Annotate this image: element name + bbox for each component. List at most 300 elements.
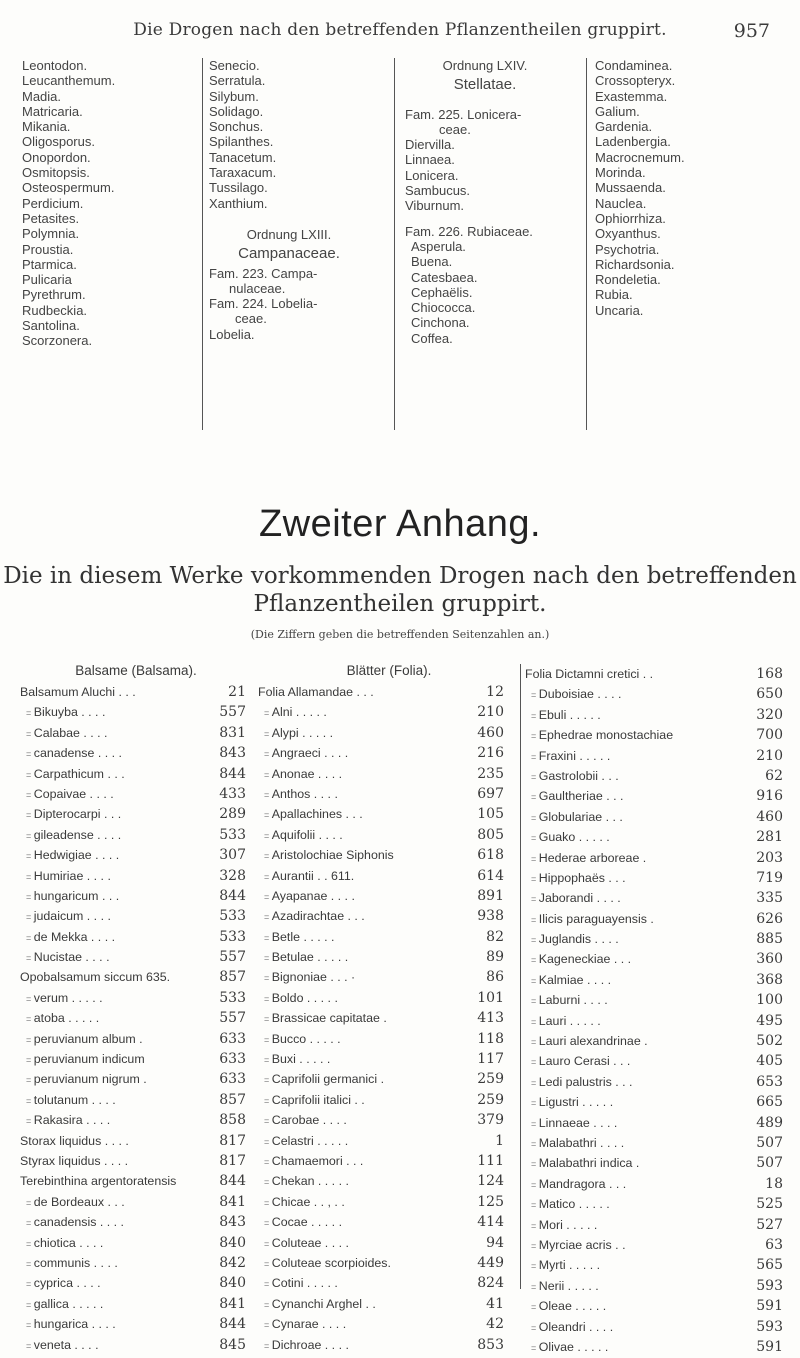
page-ref: 42 — [486, 1316, 504, 1333]
drug-name: = canadense . . . . — [26, 743, 122, 764]
genus-name: Viburnum. — [405, 198, 465, 214]
page-ref: 841 — [219, 1295, 246, 1312]
drug-name: = Aquifolii . . . . — [264, 825, 343, 846]
genus-name: Oligosporus. — [22, 134, 95, 150]
index-row — [258, 1131, 520, 1151]
genus-name: Leontodon. — [22, 58, 88, 73]
drug-name: = Lauri . . . . . — [531, 1011, 601, 1032]
index-row — [258, 1049, 520, 1069]
drug-name: = peruvianum album . — [26, 1029, 143, 1050]
drug-name: = chiotica . . . . — [26, 1233, 103, 1254]
drug-name: Folia Allamandae . . . — [258, 685, 374, 699]
index-row — [258, 1008, 520, 1028]
drug-name: = Juglandis . . . . — [531, 929, 619, 950]
drug-name: = Cocae . . . . . — [264, 1212, 342, 1233]
page-ref: 125 — [477, 1193, 504, 1210]
index-row — [258, 1171, 520, 1191]
drug-name: = Chicae . . , . . — [264, 1192, 345, 1213]
drug-name: = Angraeci . . . . — [264, 743, 348, 764]
column-heading: Blätter (Folia). — [346, 663, 432, 678]
page-ref: 507 — [756, 1155, 783, 1172]
index-row — [20, 682, 252, 702]
page-ref: 360 — [756, 951, 783, 968]
genus-name: Mikania. — [22, 119, 71, 135]
index-row — [525, 1215, 787, 1235]
page-ref: 633 — [219, 1030, 246, 1047]
drug-name: = Caprifolii germanici . — [264, 1069, 384, 1090]
drug-name: = Cotini . . . . . — [264, 1273, 338, 1294]
balsame-column — [20, 660, 252, 1355]
page-ref: 817 — [219, 1132, 246, 1149]
index-row — [20, 1233, 252, 1253]
genus-column-3 — [394, 58, 595, 430]
drug-name: = Lauri alexandrinae . — [531, 1031, 648, 1052]
page-ref: 63 — [765, 1236, 783, 1253]
page-ref: 507 — [756, 1134, 783, 1151]
genus-name: Lobelia. — [209, 326, 255, 342]
genus-name: Pyrethrum. — [22, 287, 86, 303]
page-ref: 533 — [219, 989, 246, 1006]
page-ref: 591 — [756, 1298, 783, 1315]
drug-name: = Ayapanae . . . . — [264, 886, 355, 907]
index-row — [525, 1194, 787, 1214]
index-row — [20, 1314, 252, 1334]
drug-name: = Globulariae . . . — [531, 807, 623, 828]
drug-name: = hungarica . . . . — [26, 1314, 116, 1335]
genus-name: Mussaenda. — [595, 180, 666, 196]
drug-name: = Ligustri . . . . . — [531, 1092, 613, 1113]
index-row — [525, 929, 787, 949]
drug-name: = Rakasira . . . . — [26, 1110, 110, 1131]
genus-name: Diervilla. — [405, 137, 455, 153]
genus-name: Nauclea. — [595, 195, 647, 211]
genus-name: Matricaria. — [22, 103, 83, 119]
drug-name: = veneta . . . . — [26, 1335, 99, 1356]
index-row — [525, 786, 787, 806]
drug-name: = Carobae . . . . — [264, 1110, 347, 1131]
page-ref: 844 — [219, 765, 246, 782]
page-ref: 840 — [219, 1275, 246, 1292]
drug-name: = Humiriae . . . . — [26, 866, 111, 887]
page-ref: 502 — [756, 1033, 783, 1050]
drug-name: = Hippophaës . . . — [531, 868, 626, 889]
index-row — [258, 1110, 520, 1130]
drug-name: = Betulae . . . . . — [264, 947, 348, 968]
index-row — [525, 827, 787, 847]
page-ref: 105 — [477, 806, 504, 823]
subtitle-line-1: Die in diesem Werke vorkommenden Drogen nach den betreffenden — [3, 563, 797, 589]
page-ref: 700 — [756, 727, 783, 744]
family-entry: Fam. 226. Rubiaceae. — [405, 223, 533, 239]
drug-name: Styrax liquidus . . . . — [20, 1153, 129, 1168]
page-ref: 533 — [219, 826, 246, 843]
index-row — [20, 1294, 252, 1314]
drug-name: = Anonae . . . . — [264, 764, 342, 785]
page-ref: 557 — [219, 949, 246, 966]
genus-name: Lonicera. — [405, 167, 459, 183]
page-ref: 289 — [219, 806, 246, 823]
drug-name: = Bucco . . . . . — [264, 1029, 341, 1050]
drug-name: = Malabathri . . . . — [531, 1133, 624, 1154]
genus-name: Spilanthes. — [209, 134, 274, 150]
page-ref: 259 — [477, 1071, 504, 1088]
index-row — [525, 1133, 787, 1153]
page-ref: 626 — [756, 910, 783, 927]
page-header — [0, 20, 800, 50]
drug-name: = canadensis . . . . — [26, 1212, 124, 1233]
genus-name: Polymnia. — [22, 226, 80, 242]
drug-name: = cyprica . . . . — [26, 1273, 101, 1294]
drug-name: = hungaricum . . . — [26, 886, 119, 907]
page-ref: 203 — [756, 849, 783, 866]
drug-name: = Copaivae . . . . — [26, 784, 114, 805]
page-ref: 18 — [765, 1175, 783, 1192]
genus-name: Ophiorrhiza. — [595, 210, 666, 226]
drug-name: = Linnaeae . . . . — [531, 1113, 617, 1134]
index-row — [258, 1090, 520, 1110]
index-row — [258, 825, 520, 845]
genus-list-section — [22, 58, 782, 438]
index-row — [525, 1255, 787, 1275]
index-row — [258, 947, 520, 967]
drug-name: = Fraxini . . . . . — [531, 746, 610, 767]
genus-name: Buena. — [411, 254, 453, 270]
genus-name: Osmitopsis. — [22, 165, 90, 181]
index-row — [20, 804, 252, 824]
page-ref: 844 — [219, 1173, 246, 1190]
index-row — [258, 906, 520, 926]
page-ref: 633 — [219, 1071, 246, 1088]
index-row — [20, 764, 252, 784]
index-row — [258, 1253, 520, 1273]
genus-name: Serratula. — [209, 73, 266, 89]
page-ref: 557 — [219, 1010, 246, 1027]
page-ref: 817 — [219, 1152, 246, 1169]
drug-name: = Lauro Cerasi . . . — [531, 1051, 630, 1072]
appendix-title: Zweiter Anhang. — [258, 503, 542, 545]
drug-name: = Boldo . . . . . — [264, 988, 338, 1009]
page-ref: 719 — [756, 869, 783, 886]
page-ref: 916 — [756, 788, 783, 805]
drug-name: = Myrciae acris . . — [531, 1235, 626, 1256]
page-ref: 618 — [477, 847, 504, 864]
page-ref: 842 — [219, 1254, 246, 1271]
genus-name: Catesbaea. — [411, 269, 478, 285]
drug-name: = Mori . . . . . — [531, 1215, 597, 1236]
page-ref: 533 — [219, 928, 246, 945]
subtitle-line-2: Pflanzentheilen gruppirt. — [253, 591, 547, 617]
genus-name: Gardenia. — [595, 119, 653, 135]
index-row — [20, 1192, 252, 1212]
page-ref: 805 — [477, 826, 504, 843]
genus-column-1 — [22, 58, 177, 349]
index-row — [525, 1092, 787, 1112]
drug-name: Folia Dictamni cretici . . — [525, 667, 654, 681]
drug-name: = Dipterocarpi . . . — [26, 804, 121, 825]
drug-name: = Buxi . . . . . — [264, 1049, 330, 1070]
index-row — [525, 1031, 787, 1051]
family-heading: Stellatae. — [453, 76, 517, 94]
page-ref: 449 — [477, 1254, 504, 1271]
drug-name: = Brassicae capitatae . — [264, 1008, 387, 1029]
drug-name: = gallica . . . . . — [26, 1294, 103, 1315]
index-row — [20, 845, 252, 865]
page-ref: 650 — [756, 686, 783, 703]
page-ref: 124 — [477, 1173, 504, 1190]
index-row — [20, 1212, 252, 1232]
index-row — [20, 1110, 252, 1130]
drug-name: = Ephedrae monostachiae — [531, 725, 673, 746]
genus-name: Silybum. — [209, 88, 259, 104]
drug-name: = Guako . . . . . — [531, 827, 610, 848]
genus-name: Rubia. — [595, 287, 633, 303]
page-ref: 831 — [219, 724, 246, 741]
page-ref: 633 — [219, 1051, 246, 1068]
page-ref: 100 — [756, 992, 783, 1009]
drug-name: Balsamum Aluchi . . . — [20, 685, 136, 699]
genus-name: Santolina. — [22, 318, 80, 334]
page-ref: 565 — [756, 1257, 783, 1274]
index-row — [258, 927, 520, 947]
drug-name: = Mandragora . . . — [531, 1174, 626, 1195]
genus-name: Onopordon. — [22, 149, 91, 165]
genus-column-2 — [202, 58, 399, 430]
drug-name: = verum . . . . . — [26, 988, 103, 1009]
index-row — [20, 1069, 252, 1089]
page-ref: 320 — [756, 706, 783, 723]
index-row — [525, 1235, 787, 1255]
genus-name: Psychotria. — [595, 241, 660, 257]
page-ref: 210 — [756, 747, 783, 764]
drug-name: = Matico . . . . . — [531, 1194, 610, 1215]
family-entry-cont: ceae. — [235, 311, 267, 327]
drug-name: = Oleandri . . . . — [531, 1317, 613, 1338]
page-ref: 591 — [756, 1338, 783, 1355]
family-entry: Fam. 225. Lonicera- — [405, 106, 522, 122]
page-ref: 495 — [756, 1012, 783, 1029]
page-ref: 82 — [486, 928, 504, 945]
genus-name: Tanacetum. — [209, 149, 277, 165]
drug-name: = Anthos . . . . — [264, 784, 338, 805]
drug-name: = Azadirachtae . . . — [264, 906, 365, 927]
drug-name: = Coluteae scorpioides. — [264, 1253, 391, 1274]
drug-name: = Betle . . . . . — [264, 927, 334, 948]
drug-name: = Bignoniae . . . · — [264, 967, 355, 988]
index-row — [525, 1113, 787, 1133]
index-row — [20, 947, 252, 967]
genus-name: Exastemma. — [595, 88, 668, 104]
page-ref: 89 — [486, 949, 504, 966]
page-ref: 62 — [765, 767, 783, 784]
index-row — [258, 764, 520, 784]
index-row — [258, 988, 520, 1008]
drug-name: = Coluteae . . . . — [264, 1233, 349, 1254]
index-row — [258, 866, 520, 886]
page-ref: 335 — [756, 890, 783, 907]
column-heading: Balsame (Balsama). — [75, 663, 197, 678]
page-ref: 21 — [228, 684, 246, 700]
genus-name: Cinchona. — [411, 315, 470, 331]
index-row — [20, 825, 252, 845]
drug-name: = Bikuyba . . . . — [26, 702, 105, 723]
drug-name: = de Bordeaux . . . — [26, 1192, 125, 1213]
index-row — [258, 784, 520, 804]
drug-name: = Jaborandi . . . . — [531, 888, 621, 909]
index-row — [258, 1212, 520, 1232]
page-ref: 489 — [756, 1114, 783, 1131]
page-ref: 593 — [756, 1318, 783, 1335]
index-row — [525, 1337, 787, 1357]
index-row — [525, 746, 787, 766]
drug-name: = peruvianum nigrum . — [26, 1069, 147, 1090]
index-row — [525, 1051, 787, 1071]
index-row — [20, 967, 252, 987]
index-row — [258, 1273, 520, 1293]
page-ref: 281 — [756, 829, 783, 846]
page-ref: 885 — [756, 931, 783, 948]
index-row — [525, 1317, 787, 1337]
page-ref: 111 — [477, 1152, 504, 1169]
drug-name: = gileadense . . . . — [26, 825, 121, 846]
drug-name: = Aurantii . . 611. — [264, 866, 354, 887]
drug-name: = communis . . . . — [26, 1253, 118, 1274]
page-ref: 328 — [219, 867, 246, 884]
genus-name: Rudbeckia. — [22, 302, 88, 318]
genus-name: Senecio. — [209, 58, 260, 73]
genus-name: Perdicium. — [22, 195, 84, 211]
page-ref: 117 — [477, 1051, 504, 1068]
family-entry-cont: nulaceae. — [229, 280, 286, 296]
index-row — [20, 927, 252, 947]
page-ref: 844 — [219, 887, 246, 904]
drug-name: = Apallachines . . . — [264, 804, 363, 825]
page-ref: 86 — [486, 969, 504, 986]
index-row — [258, 845, 520, 865]
page-ref: 460 — [756, 808, 783, 825]
drug-name: = Laburni . . . . — [531, 990, 608, 1011]
drug-name: = Kalmiae . . . . — [531, 970, 611, 991]
index-row — [258, 723, 520, 743]
index-row — [525, 1174, 787, 1194]
index-row — [525, 848, 787, 868]
page-ref: 593 — [756, 1277, 783, 1294]
genus-name: Scorzonera. — [22, 333, 93, 349]
drug-name: = Chekan . . . . . — [264, 1171, 349, 1192]
index-row — [258, 1233, 520, 1253]
index-row — [20, 723, 252, 743]
drug-name: = Ledi palustris . . . — [531, 1072, 632, 1093]
drug-name: = peruvianum indicum — [26, 1049, 145, 1070]
page-ref: 840 — [219, 1234, 246, 1251]
index-row — [20, 784, 252, 804]
index-row — [525, 1276, 787, 1296]
page-ref: 259 — [477, 1091, 504, 1108]
page-ref: 841 — [219, 1193, 246, 1210]
page-ref: 857 — [219, 1091, 246, 1108]
index-row — [525, 807, 787, 827]
drug-name: = Oleae . . . . . — [531, 1296, 606, 1317]
page-ref: 824 — [477, 1275, 504, 1292]
index-row — [525, 1011, 787, 1031]
index-row — [20, 988, 252, 1008]
index-row — [525, 990, 787, 1010]
drug-name: = Nerii . . . . . — [531, 1276, 599, 1297]
page-ref: 525 — [756, 1196, 783, 1213]
index-row — [20, 743, 252, 763]
index-row — [20, 702, 252, 722]
drug-name: = de Mekka . . . . — [26, 927, 115, 948]
index-row — [525, 664, 787, 684]
page-ref: 210 — [477, 704, 504, 721]
family-entry: Fam. 223. Campa- — [209, 265, 318, 281]
drug-name: = Alypi . . . . . — [264, 723, 333, 744]
drug-name: = Cynanchi Arghel . . — [264, 1294, 376, 1315]
genus-name: Sambucus. — [405, 183, 471, 199]
page-ref: 405 — [756, 1053, 783, 1070]
drug-name: = atoba . . . . . — [26, 1008, 99, 1029]
page-ref: 368 — [756, 971, 783, 988]
page-ref: 433 — [219, 785, 246, 802]
page-ref: 12 — [486, 684, 504, 700]
genus-name: Uncaria. — [595, 302, 644, 318]
page-ref: 1 — [495, 1132, 504, 1149]
index-row — [525, 970, 787, 990]
genus-column-4 — [586, 58, 785, 430]
page-ref: 853 — [477, 1336, 504, 1353]
drug-name: = tolutanum . . . . — [26, 1090, 116, 1111]
drug-name: = Cynarae . . . . — [264, 1314, 346, 1335]
index-row — [525, 868, 787, 888]
genus-name: Xanthium. — [209, 195, 268, 211]
genus-name: Solidago. — [209, 103, 264, 119]
drug-name: Storax liquidus . . . . — [20, 1133, 129, 1148]
genus-name: Coffea. — [411, 330, 453, 346]
drug-name: = Kageneckiae . . . — [531, 949, 631, 970]
index-row — [20, 906, 252, 926]
drug-name: = Alni . . . . . — [264, 702, 327, 723]
index-row — [525, 909, 787, 929]
index-row — [525, 705, 787, 725]
page-ref: 216 — [477, 745, 504, 762]
genus-name: Galium. — [595, 103, 640, 119]
page-ref: 413 — [477, 1010, 504, 1027]
page-number: 957 — [733, 20, 770, 42]
appendix-subtitle — [0, 562, 800, 618]
index-row — [258, 1294, 520, 1314]
index-row — [258, 1314, 520, 1334]
genus-name: Crossopteryx. — [595, 73, 676, 89]
drug-name: = Caprifolii italici . . — [264, 1090, 365, 1111]
index-row — [525, 1296, 787, 1316]
page-ref: 697 — [477, 785, 504, 802]
genus-name: Petasites. — [22, 210, 80, 226]
index-row — [525, 888, 787, 908]
drug-name: = judaicum . . . . — [26, 906, 111, 927]
page-ref: 118 — [477, 1030, 504, 1047]
drug-name: = Aristolochiae Siphonis — [264, 845, 394, 866]
index-row — [20, 1171, 252, 1191]
page-ref: 843 — [219, 745, 246, 762]
drug-name: = Ilicis paraguayensis . — [531, 909, 654, 930]
drug-name: = Hedwigiae . . . . — [26, 845, 119, 866]
drug-name: = Myrti . . . . . — [531, 1255, 600, 1276]
index-row — [258, 1069, 520, 1089]
genus-name: Pulicaria — [22, 272, 72, 288]
drug-name: = Calabae . . . . — [26, 723, 107, 744]
index-row — [20, 1090, 252, 1110]
page-ref: 101 — [477, 989, 504, 1006]
genus-name: Taraxacum. — [209, 165, 277, 181]
